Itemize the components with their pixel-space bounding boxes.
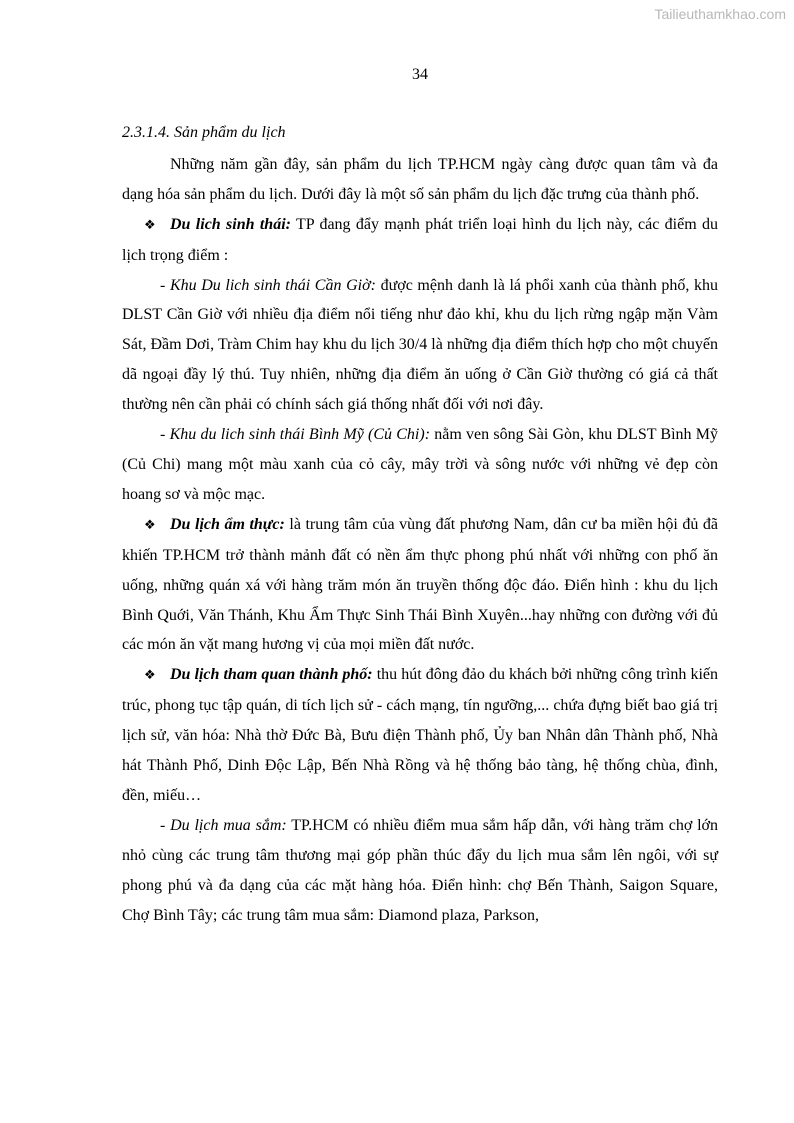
bullet-title: Du lịch ẩm thực: (170, 515, 285, 533)
bullet-diamond-icon: ❖ (144, 668, 156, 684)
item-text: TP.HCM có nhiều điểm mua sắm hấp dẫn, với hàng trăm chợ lớn nhỏ cùng các trung tâm thương mại góp phần thúc đẩy du lịch mua sắm lên ngôi, với sự phong phú và đa dạng của các mặt hàng hóa. Điển hình: chợ Bến Thành, Saigon Square, Chợ Bình Tây; các trung tâm mua sắm: Diamond plaza, Parkson, (122, 816, 719, 924)
item-prefix: - (160, 816, 171, 834)
bullet-am-thuc (122, 510, 718, 661)
section-heading: 2.3.1.4. Sản phẩm du lịch (122, 124, 286, 141)
bullet-title: Du lịch tham quan thành phố: (170, 666, 373, 684)
item-text: nằm ven sông Sài Gòn, khu DLST Bình Mỹ (Củ Chi) mang một màu xanh của cỏ cây, mây trời và sông nước với những vẻ đẹp còn hoang sơ và mộc mạc. (122, 426, 718, 503)
watermark: Tailieuthamkhao.com (654, 6, 786, 22)
intro-paragraph: Những năm gần đây, sản phẩm du lịch TP.HCM ngày càng được quan tâm và đa dạng hóa sản phẩm du lịch. Dưới đây là một số sản phẩm du lịch đặc trưng của thành phố. (122, 155, 718, 203)
page-number: 34 (412, 66, 428, 83)
bullet-diamond-icon: ❖ (144, 517, 156, 533)
bullet-text: là trung tâm của vùng đất phương Nam, dân cư ba miền hội đủ đã khiến TP.HCM trở thành mảnh đất có nền ẩm thực phong phú nhất với những con phố ăn uống, những quán xá với hàng trăm món ăn truyền thống độc đáo. Điển hình : khu du lịch Bình Quới, Văn Thánh, Khu Ẩm Thực Sinh Thái Bình Xuyên...hay những con đường với đủ các món ăn vặt mang hương vị của mọi miền đất nước. (122, 515, 719, 654)
item-binh-my (122, 420, 718, 510)
item-can-gio (122, 271, 718, 421)
bullet-text: thu hút đông đảo du khách bởi những công trình kiến trúc, phong tục tập quán, di tích lịch sử - cách mạng, tín ngưỡng,... chứa đựng biết bao giá trị lịch sử, văn hóa: Nhà thờ Đức Bà, Bưu điện Thành phố, Ủy ban Nhân dân Thành phố, Nhà hát Thành Phố, Dinh Độc Lập, Bến Nhà Rồng và hệ thống bảo tàng, hệ thống chùa, đình, đền, miếu… (122, 666, 719, 804)
bullet-diamond-icon: ❖ (144, 217, 156, 233)
item-title: Khu du lich sinh thái Bình Mỹ (Củ Chi): (169, 426, 431, 444)
item-mua-sam (122, 811, 718, 931)
bullet-text: TP đang đẩy mạnh phát triển loại hình du lịch này, các điểm du lịch trọng điểm : (122, 215, 718, 264)
bullet-title: Du lich sinh thái: (170, 215, 291, 233)
bullet-sinh-thai (122, 210, 718, 271)
item-prefix: - (160, 276, 170, 294)
item-text: được mệnh danh là lá phổi xanh của thành phố, khu DLST Cần Giờ với nhiều địa điểm nổi tiếng như đảo khỉ, khu du lịch rừng ngập mặn Vàm Sát, Đầm Dơi, Tràm Chim hay khu du lịch 30/4 là những địa điểm thích hợp cho một chuyến dã ngoại đầy lý thú. Tuy nhiên, những địa điểm ăn uống ở Cần Giờ thường có giá cả thất thường nên cần phải có chính sách giá thống nhất đối với nơi đây. (122, 276, 719, 414)
item-title: Khu Du lich sinh thái Cần Giờ: (169, 276, 376, 294)
document-body (122, 118, 718, 930)
item-prefix: - (160, 426, 170, 444)
item-title: Du lịch mua sắm: (170, 816, 287, 834)
bullet-tham-quan (122, 660, 718, 811)
